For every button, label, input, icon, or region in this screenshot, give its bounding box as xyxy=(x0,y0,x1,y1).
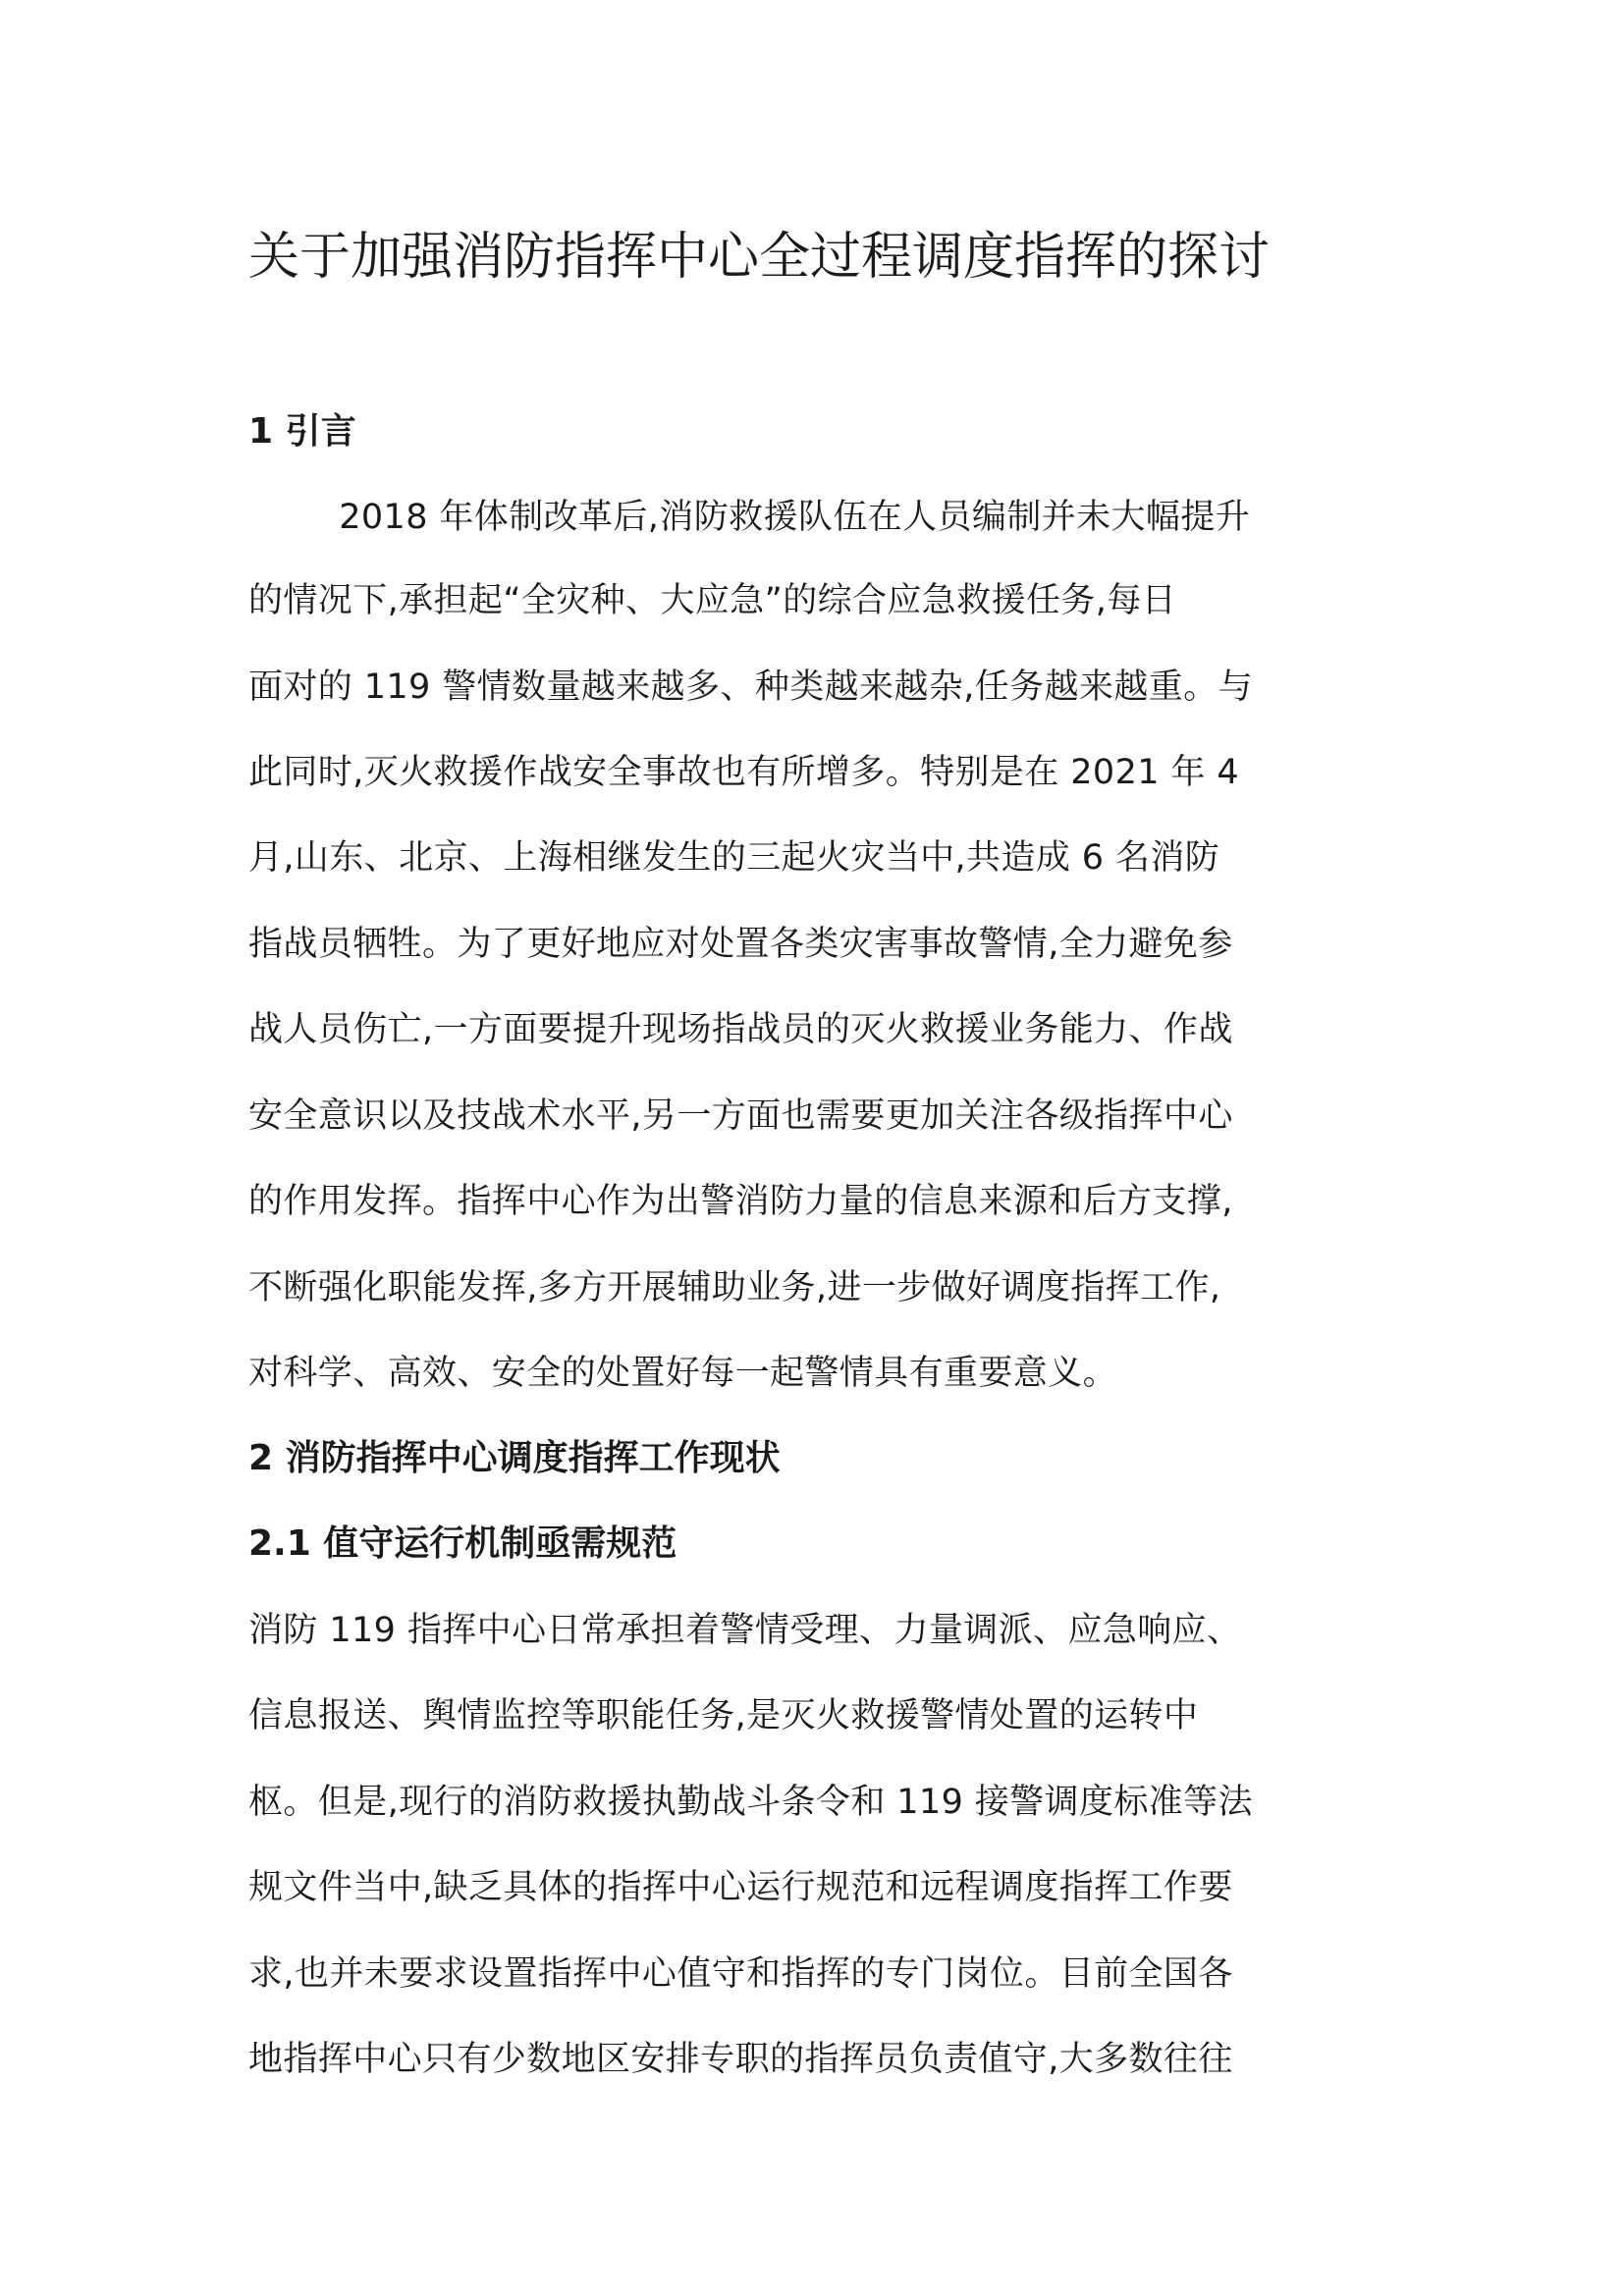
section-2-heading: 2 消防指挥中心调度指挥工作现状 xyxy=(248,1438,781,1478)
paragraph-line: 的作用发挥。指挥中心作为出警消防力量的信息来源和后方支撑, xyxy=(248,1182,1233,1221)
paragraph-line: 求,也并未要求设置指挥中心值守和指挥的专门岗位。目前全国各 xyxy=(248,1954,1233,1994)
section-1-heading: 1 引言 xyxy=(248,411,356,452)
paragraph-line: 对科学、高效、安全的处置好每一起警情具有重要意义。 xyxy=(248,1354,1118,1393)
document-title: 关于加强消防指挥中心全过程调度指挥的探讨 xyxy=(248,228,1271,287)
paragraph-line: 枢。但是,现行的消防救援执勤战斗条令和 119 接警调度标准等法 xyxy=(248,1783,1253,1822)
paragraph-line: 不断强化职能发挥,多方开展辅助业务,进一步做好调度指挥工作, xyxy=(248,1268,1221,1308)
paragraph-line: 规文件当中,缺乏具体的指挥中心运行规范和远程调度指挥工作要 xyxy=(248,1868,1233,1907)
paragraph-line: 信息报送、舆情监控等职能任务,是灭火救援警情处置的运转中 xyxy=(248,1696,1199,1735)
paragraph-line: 地指挥中心只有少数地区安排专职的指挥员负责值守,大多数往往 xyxy=(248,2040,1233,2079)
paragraph-line: 消防 119 指挥中心日常承担着警情受理、力量调派、应急响应、 xyxy=(248,1611,1242,1650)
section-2-1-heading: 2.1 值守运行机制亟需规范 xyxy=(248,1523,677,1564)
paragraph-line: 2018 年体制改革后,消防救援队伍在人员编制并未大幅提升 xyxy=(248,498,1251,537)
paragraph-line: 月,山东、北京、上海相继发生的三起火灾当中,共造成 6 名消防 xyxy=(248,838,1220,878)
paragraph-line: 安全意识以及技战术水平,另一方面也需要更加关注各级指挥中心 xyxy=(248,1096,1233,1136)
paragraph-line: 的情况下,承担起“全灾种、大应急”的综合应急救援任务,每日 xyxy=(248,581,1177,620)
paragraph-line: 战人员伤亡,一方面要提升现场指战员的灭火救援业务能力、作战 xyxy=(248,1010,1233,1049)
paragraph-line: 此同时,灭火救援作战安全事故也有所增多。特别是在 2021 年 4 xyxy=(248,753,1240,792)
paragraph-line: 指战员牺牲。为了更好地应对处置各类灾害事故警情,全力避免参 xyxy=(248,925,1233,964)
paragraph-line: 面对的 119 警情数量越来越多、种类越来越杂,任务越来越重。与 xyxy=(248,667,1253,707)
